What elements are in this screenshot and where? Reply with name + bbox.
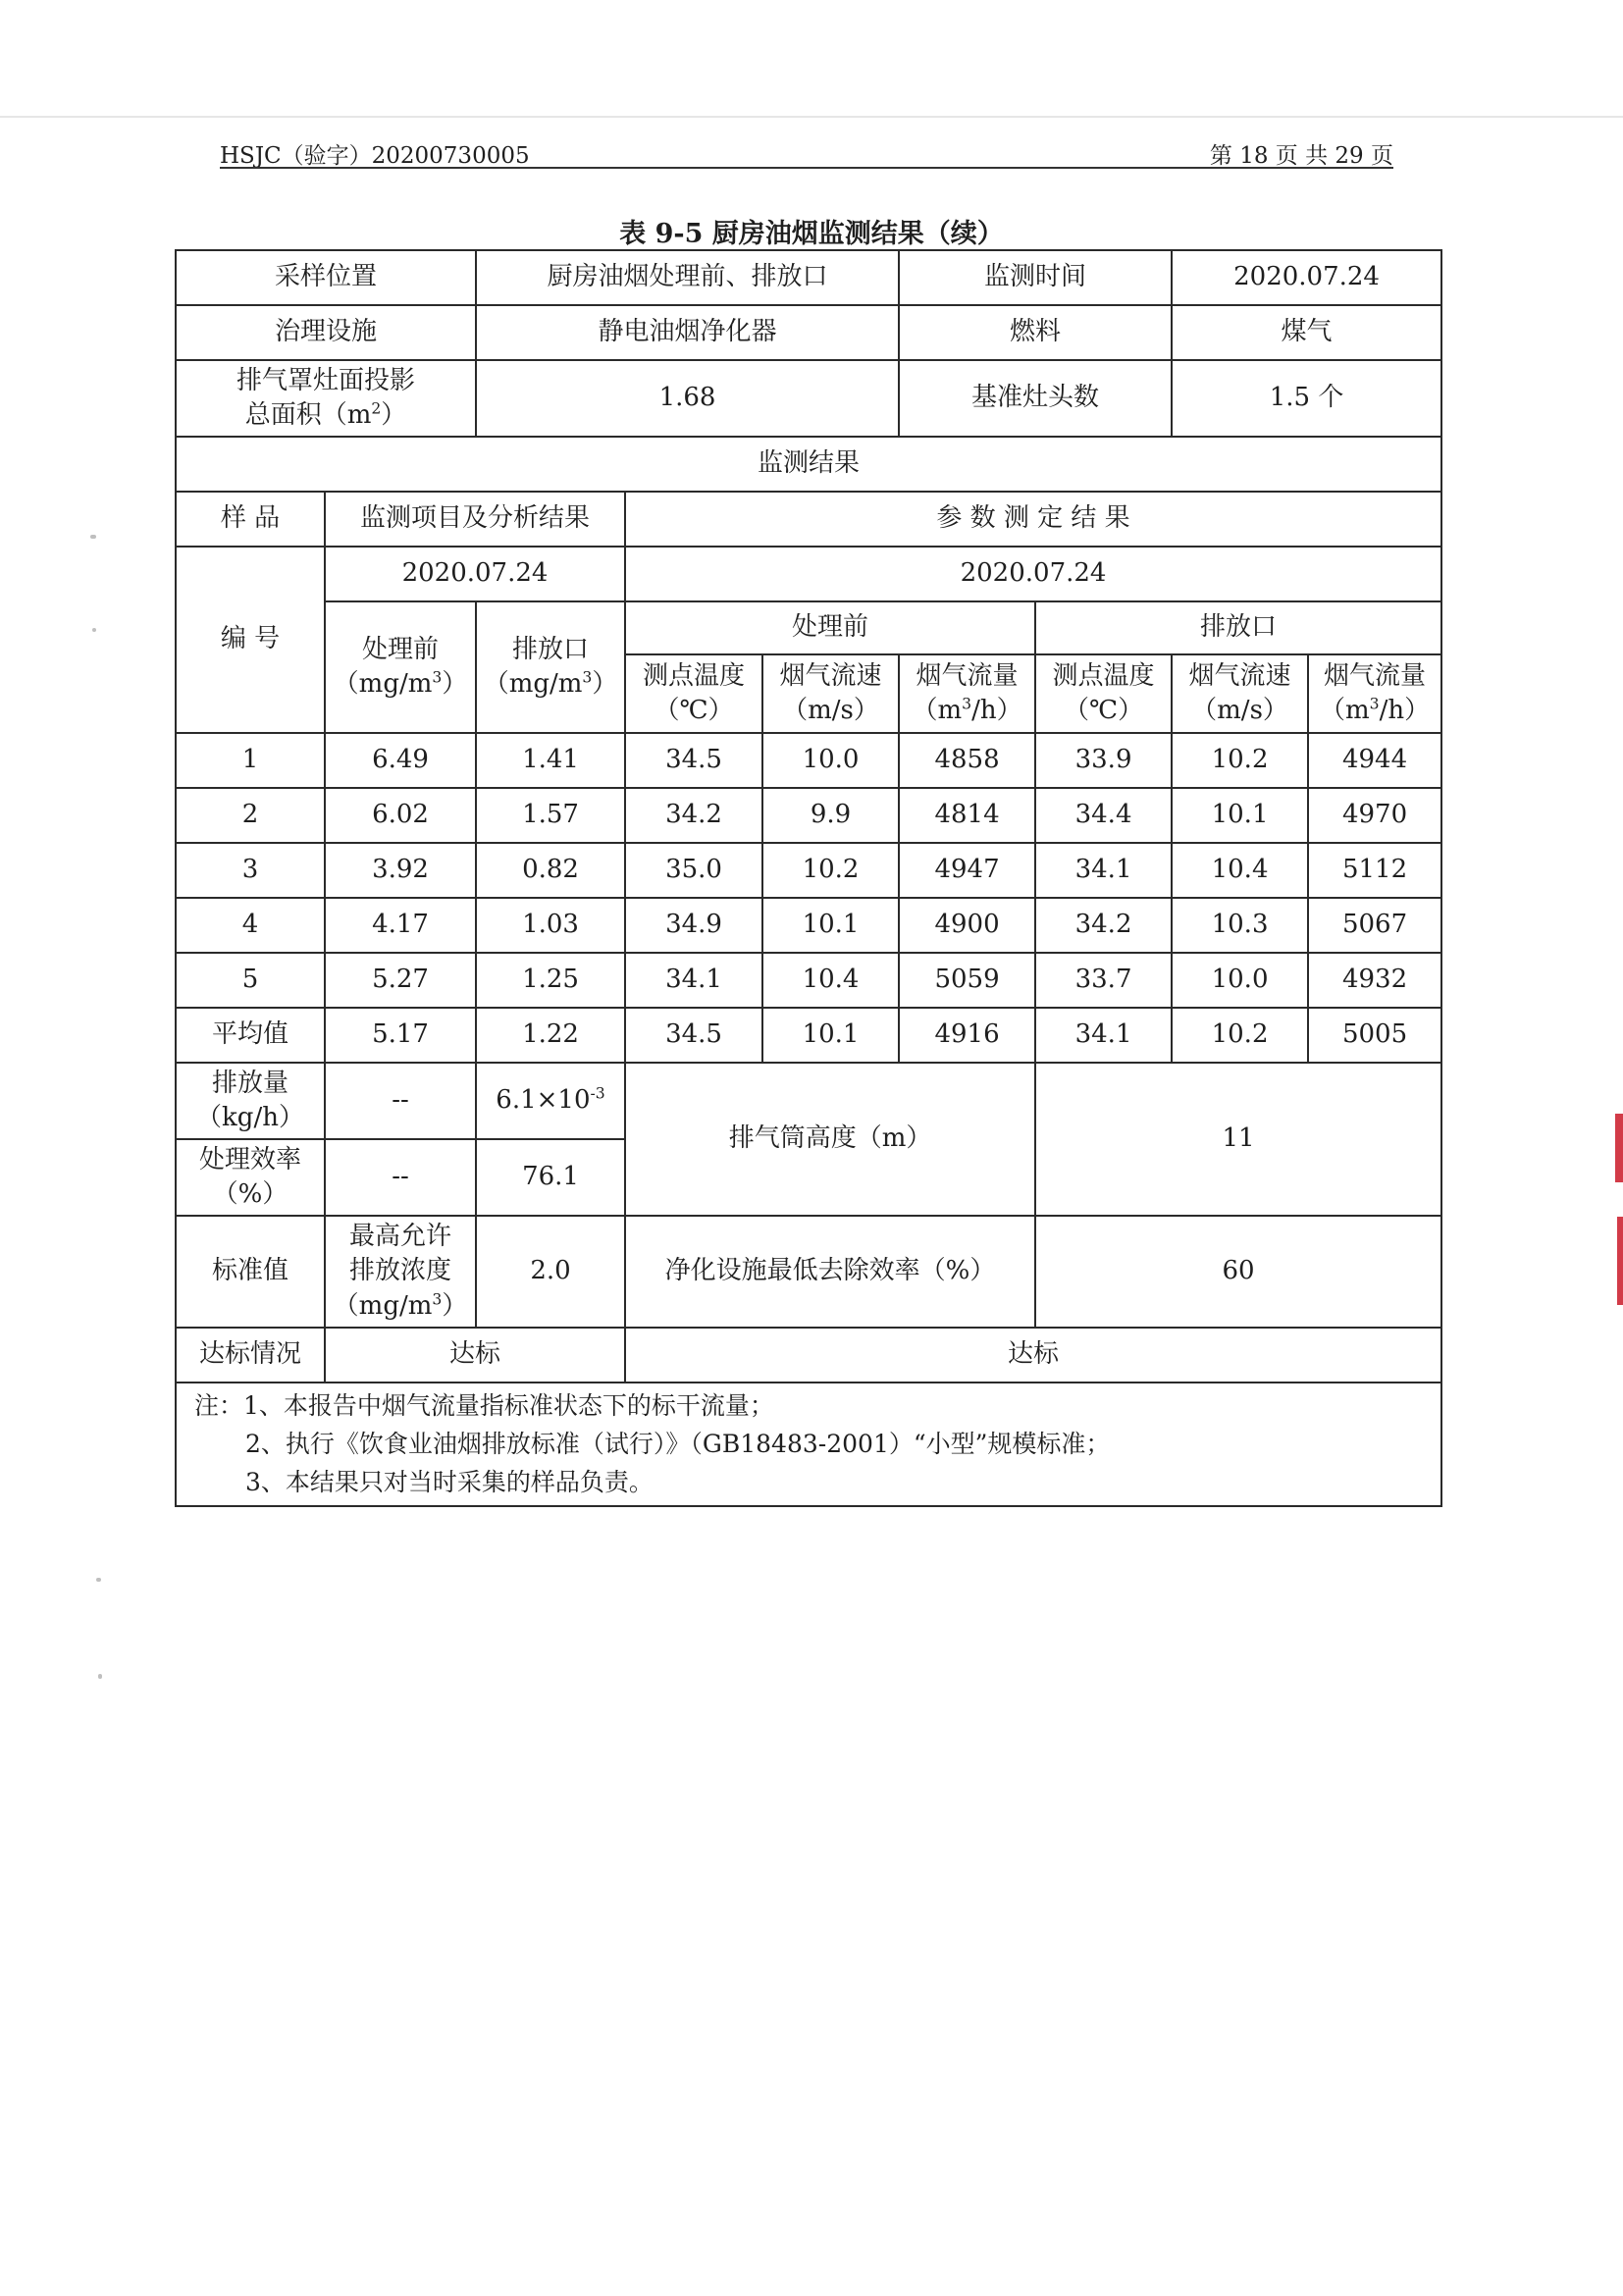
before-temp: 34.5: [625, 1008, 762, 1063]
before-speed: 10.4: [762, 953, 899, 1008]
hood-area-label-close: ）: [381, 400, 407, 430]
before-speed: 10.1: [762, 1008, 899, 1063]
report-number: HSJC（验字）20200730005: [220, 143, 530, 169]
table-row: [176, 843, 1441, 898]
info-row-location: [176, 250, 1441, 305]
scan-speck: [96, 1578, 101, 1582]
standard-item-line2: 排放浓度: [349, 1256, 452, 1286]
speed-label: 烟气流速: [779, 660, 882, 691]
min-efficiency-value: 60: [1035, 1216, 1441, 1328]
before-flow: 4916: [899, 1008, 1035, 1063]
red-seal-edge: [1615, 1114, 1623, 1182]
monitor-time-label: 监测时间: [899, 250, 1172, 305]
group-head-row: [176, 601, 1441, 654]
outlet-conc: 1.03: [476, 898, 625, 953]
outlet-flow: 4944: [1308, 733, 1441, 788]
params-head: 参 数 测 定 结 果: [625, 492, 1441, 547]
monitoring-table: [175, 249, 1442, 1507]
sampling-location-value: 厨房油烟处理前、排放口: [476, 250, 899, 305]
outlet-speed: 10.1: [1172, 788, 1308, 843]
facility-label: 治理设施: [176, 305, 476, 360]
notes-row: [176, 1383, 1441, 1506]
hood-area-label-sup: 2: [371, 399, 382, 418]
outlet-conc: 1.57: [476, 788, 625, 843]
before-temp: 35.0: [625, 843, 762, 898]
hood-area-value: 1.68: [476, 360, 899, 437]
conc-unit-b: ）: [442, 669, 468, 699]
emission-before: --: [325, 1063, 476, 1139]
burners-label: 基准灶头数: [899, 360, 1172, 437]
before-temp: 34.1: [625, 953, 762, 1008]
outlet-conc: 0.82: [476, 843, 625, 898]
emission-outlet-base: 6.1×10: [496, 1085, 591, 1116]
standard-value: 2.0: [476, 1216, 625, 1328]
stack-height-label: 排气筒高度（m）: [625, 1063, 1035, 1216]
header-rule: [220, 167, 1393, 169]
compliance-label: 达标情况: [176, 1328, 325, 1383]
min-efficiency-label: 净化设施最低去除效率（%）: [625, 1216, 1035, 1328]
row-no: 1: [176, 733, 325, 788]
speed-unit: （m/s）: [1191, 696, 1288, 725]
facility-value: 静电油烟净化器: [476, 305, 899, 360]
average-row: [176, 1008, 1441, 1063]
flow-unit-a: （m: [1320, 696, 1370, 725]
number-head: 编 号: [176, 547, 325, 733]
outlet-temp: 33.7: [1035, 953, 1172, 1008]
before-flow: 5059: [899, 953, 1035, 1008]
before-flow: 4814: [899, 788, 1035, 843]
info-row-hood: [176, 360, 1441, 437]
flow-unit-sup: 3: [1369, 695, 1380, 713]
before-speed: 10.2: [762, 843, 899, 898]
emission-label: [176, 1063, 325, 1139]
table-row: [176, 788, 1441, 843]
before-speed: 10.1: [762, 898, 899, 953]
outlet-conc: 1.41: [476, 733, 625, 788]
info-row-facility: [176, 305, 1441, 360]
before-head-label: 处理前: [362, 634, 440, 664]
outlet-temp: 34.1: [1035, 1008, 1172, 1063]
before-conc: 6.49: [325, 733, 476, 788]
row-no: 平均值: [176, 1008, 325, 1063]
temp-label: 测点温度: [1052, 660, 1155, 691]
flow-label: 烟气流量: [916, 660, 1019, 691]
efficiency-label: [176, 1139, 325, 1216]
outlet-speed: 10.0: [1172, 953, 1308, 1008]
standard-item-unit-a: （mg/m: [333, 1290, 433, 1321]
outlet-speed: 10.3: [1172, 898, 1308, 953]
compliance-left: 达标: [325, 1328, 625, 1383]
efficiency-outlet: 76.1: [476, 1139, 625, 1216]
before-conc: 5.17: [325, 1008, 476, 1063]
hood-area-label-line1: 排气罩灶面投影: [236, 365, 416, 395]
conc-unit-b: ）: [592, 669, 618, 699]
page-header: [220, 137, 1393, 171]
emission-outlet-exp: -3: [590, 1084, 605, 1103]
date-right: 2020.07.24: [625, 547, 1441, 601]
hood-area-label: [176, 360, 476, 437]
flow-unit-b: /h）: [1379, 696, 1431, 725]
scan-speck: [98, 1674, 102, 1679]
page-number: 第 18 页 共 29 页: [1209, 143, 1393, 169]
before-conc: 3.92: [325, 843, 476, 898]
items-head: 监测项目及分析结果: [325, 492, 625, 547]
outlet-conc-head: [476, 601, 625, 733]
flow-label: 烟气流量: [1324, 660, 1427, 691]
standard-row: [176, 1216, 1441, 1328]
outlet-conc: 1.25: [476, 953, 625, 1008]
outlet-temp: 34.4: [1035, 788, 1172, 843]
speed-label: 烟气流速: [1188, 660, 1291, 691]
emission-label-line1: 排放量: [211, 1068, 288, 1098]
standard-item-line1: 最高允许: [349, 1222, 452, 1252]
outlet-head-label: 排放口: [512, 634, 590, 664]
conc-unit-a: （mg/m: [333, 669, 433, 699]
outlet-conc: 1.22: [476, 1008, 625, 1063]
emission-outlet: [476, 1063, 625, 1139]
temp-head: [1035, 654, 1172, 733]
hood-area-label-line2: 总面积（m: [244, 400, 372, 430]
stack-height-value: 11: [1035, 1063, 1441, 1216]
outlet-speed: 10.2: [1172, 1008, 1308, 1063]
flow-unit-a: （m: [912, 696, 963, 725]
outlet-flow: 4970: [1308, 788, 1441, 843]
outlet-group-head: 排放口: [1035, 601, 1441, 654]
standard-label: 标准值: [176, 1216, 325, 1328]
outlet-temp: 33.9: [1035, 733, 1172, 788]
speed-head: [1172, 654, 1308, 733]
flow-head: [1308, 654, 1441, 733]
before-conc: 6.02: [325, 788, 476, 843]
note-1: 注：1、本报告中烟气流量指标准状态下的标干流量；: [194, 1391, 774, 1420]
notes-cell: [176, 1383, 1441, 1506]
sample-head: 样 品: [176, 492, 325, 547]
before-temp: 34.9: [625, 898, 762, 953]
compliance-right: 达标: [625, 1328, 1441, 1383]
row-no: 3: [176, 843, 325, 898]
conc-unit-sup: 3: [582, 668, 593, 687]
emission-label-line2: （kg/h）: [196, 1103, 304, 1132]
red-seal-edge: [1617, 1217, 1623, 1305]
before-flow: 4947: [899, 843, 1035, 898]
results-title-row: [176, 437, 1441, 492]
date-left: 2020.07.24: [325, 547, 625, 601]
standard-item-unit-b: ）: [442, 1290, 468, 1321]
scan-speck: [90, 535, 96, 539]
outlet-flow: 5112: [1308, 843, 1441, 898]
speed-unit: （m/s）: [782, 696, 879, 725]
speed-head: [762, 654, 899, 733]
table-row: [176, 898, 1441, 953]
scan-fold-line: [0, 116, 1623, 118]
before-flow: 4858: [899, 733, 1035, 788]
before-speed: 9.9: [762, 788, 899, 843]
date-row: [176, 547, 1441, 601]
emission-row: [176, 1063, 1441, 1139]
outlet-flow: 4932: [1308, 953, 1441, 1008]
standard-item-unit-sup: 3: [432, 1289, 443, 1308]
efficiency-label-line1: 处理效率: [198, 1144, 301, 1174]
scan-speck: [92, 628, 96, 632]
standard-item: [325, 1216, 476, 1328]
row-no: 2: [176, 788, 325, 843]
row-no: 5: [176, 953, 325, 1008]
before-temp: 34.5: [625, 733, 762, 788]
before-temp: 34.2: [625, 788, 762, 843]
temp-unit: （℃）: [1063, 696, 1144, 725]
flow-head: [899, 654, 1035, 733]
before-flow: 4900: [899, 898, 1035, 953]
outlet-temp: 34.2: [1035, 898, 1172, 953]
compliance-row: [176, 1328, 1441, 1383]
outlet-speed: 10.2: [1172, 733, 1308, 788]
outlet-speed: 10.4: [1172, 843, 1308, 898]
outlet-flow: 5005: [1308, 1008, 1441, 1063]
conc-unit-sup: 3: [432, 668, 443, 687]
before-group-head: 处理前: [625, 601, 1035, 654]
fuel-label: 燃料: [899, 305, 1172, 360]
temp-head: [625, 654, 762, 733]
monitor-time-value: 2020.07.24: [1172, 250, 1441, 305]
temp-label: 测点温度: [643, 660, 746, 691]
table-caption: 表 9-5 厨房油烟监测结果（续）: [619, 219, 1004, 249]
flow-unit-b: /h）: [971, 696, 1022, 725]
outlet-temp: 34.1: [1035, 843, 1172, 898]
fuel-value: 煤气: [1172, 305, 1441, 360]
table-row: [176, 733, 1441, 788]
temp-unit: （℃）: [654, 696, 734, 725]
before-conc: 5.27: [325, 953, 476, 1008]
before-speed: 10.0: [762, 733, 899, 788]
table-row: [176, 953, 1441, 1008]
burners-value: 1.5 个: [1172, 360, 1441, 437]
conc-unit-a: （mg/m: [483, 669, 583, 699]
section-head-row: [176, 492, 1441, 547]
flow-unit-sup: 3: [962, 695, 972, 713]
note-3: 3、本结果只对当时采集的样品负责。: [245, 1467, 654, 1496]
outlet-flow: 5067: [1308, 898, 1441, 953]
sampling-location-label: 采样位置: [176, 250, 476, 305]
results-title: 监测结果: [176, 437, 1441, 492]
before-conc: 4.17: [325, 898, 476, 953]
before-conc-head: [325, 601, 476, 733]
row-no: 4: [176, 898, 325, 953]
efficiency-before: --: [325, 1139, 476, 1216]
efficiency-label-line2: （%）: [212, 1179, 288, 1209]
note-2: 2、执行《饮食业油烟排放标准（试行）》（GB18483-2001）“小型”规模标准；: [245, 1429, 1111, 1458]
